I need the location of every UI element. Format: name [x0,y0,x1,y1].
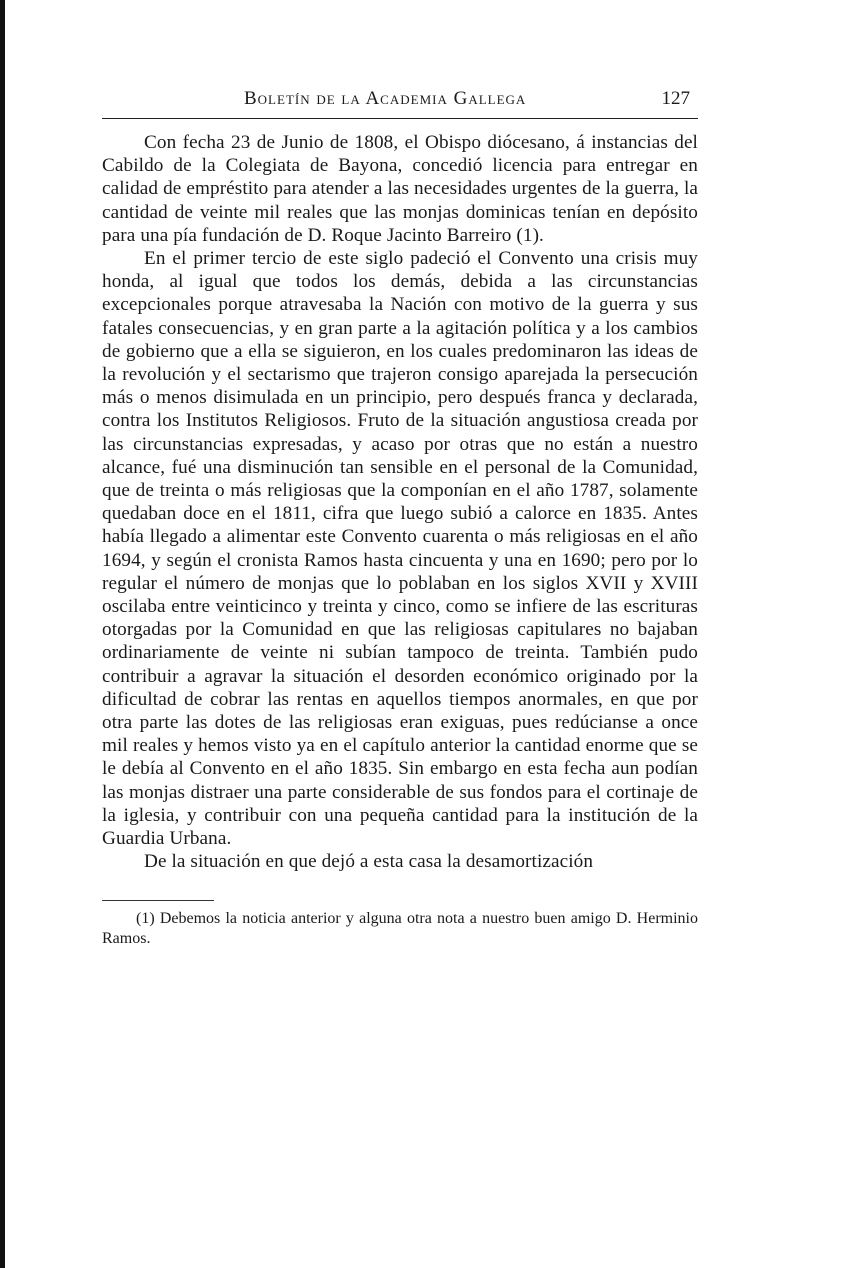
footnote: (1) Debemos la noticia anterior y alguna otra nota a nuestro buen amigo D. Herminio Ramos. [102,909,698,947]
document-page [102,84,698,949]
running-header [102,84,698,119]
body-text [102,131,698,874]
paragraph: En el primer tercio de este siglo padeció el Convento una crisis muy honda, al igual que todos los demás, debida a las circunstancias excepcionales porque atravesaba la Nación con motivo de la guerra y sus fatales consecuencias, y en gran parte a la agitación política y a los cambios de gobierno que a ella se siguieron, en los cuales predominaron las ideas de la revolución y el sectarismo que trajeron consigo aparejada la persecución más o menos disimulada en un principio, pero después franca y declarada, contra los Institutos Religiosos. Fruto de la situación angustiosa creada por las circunstancias expresadas, y acaso por otras que no están a nuestro alcance, fué una disminución tan sensible en el personal de la Comunidad, que de treinta o más religiosas que la componían en el año 1787, solamente quedaban doce en el 1811, cifra que luego subió a calorce en 1835. Antes había llegado a alimentar este Convento cuarenta o más religiosas en el año 1694, y según el cronista Ramos hasta cincuenta y una en 1690; pero por lo regular el número de monjas que lo poblaban en los siglos XVII y XVIII oscilaba entre veinticinco y treinta y cinco, como se infiere de las escrituras otorgadas por la Comunidad en que las religiosas capitulares no bajaban ordinariamente de veinte ni subían tampoco de treinta. También pudo contribuir a agravar la situación el desorden económico originado por la dificultad de cobrar las rentas en aquellos tiempos anormales, en que por otra parte las dotes de las religiosas eran exiguas, pues redúcianse a once mil reales y hemos visto ya en el capítulo anterior la cantidad enorme que se le debía al Convento en el año 1835. Sin embargo en esta fecha aun podían las monjas distraer una parte considerable de sus fondos para el cortinaje de la iglesia, y contribuir con una pequeña cantidad para la institución de la Guardia Urbana. [102,248,698,850]
page-left-edge [0,0,5,1268]
paragraph: Con fecha 23 de Junio de 1808, el Obispo diócesano, á instancias del Cabildo de la Colegiata de Bayona, concedió licencia para entregar en calidad de empréstito para atender a las necesidades urgentes de la guerra, la cantidad de veinte mil reales que las monjas dominicas tenían en depósito para una pía fundación de D. Roque Jacinto Barreiro (1). [102,132,698,246]
paragraph: De la situación en que dejó a esta casa la desamortización [144,851,594,873]
footnote-rule [102,900,214,901]
journal-title: Boletín de la Academia Gallega [244,88,527,109]
page-number: 127 [661,88,690,109]
